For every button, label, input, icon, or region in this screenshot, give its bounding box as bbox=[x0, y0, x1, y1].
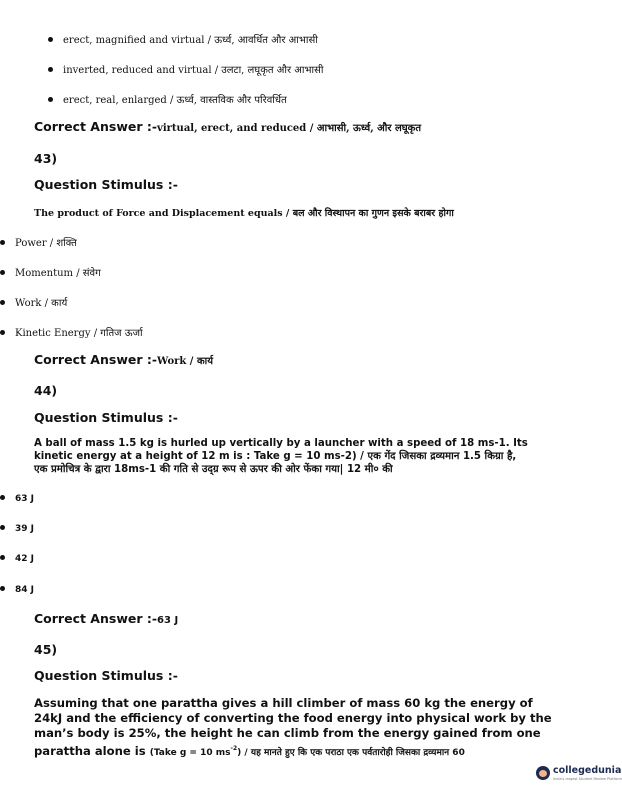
option-item: 63 J bbox=[0, 494, 34, 504]
bullet-icon bbox=[0, 330, 5, 335]
correct-answer: Correct Answer :-63 J bbox=[34, 611, 179, 626]
question-stimulus-label: Question Stimulus :- bbox=[34, 177, 178, 192]
bullet-icon bbox=[0, 525, 5, 530]
bullet-icon bbox=[0, 270, 5, 275]
bullet-icon bbox=[0, 300, 5, 305]
option-item: erect, magnified and virtual / ऊर्ध्व, आवर्धित और आभासी bbox=[48, 32, 318, 46]
mascot-icon bbox=[536, 766, 550, 780]
question-stimulus-label: Question Stimulus :- bbox=[34, 410, 178, 425]
option-item: Power / शक्ति bbox=[0, 235, 77, 249]
collegedunia-logo: collegedunia India's largest Student Review Platform bbox=[536, 762, 612, 788]
option-item: Kinetic Energy / गतिज ऊर्जा bbox=[0, 325, 143, 339]
question-stimulus-label: Question Stimulus :- bbox=[34, 668, 178, 683]
question-number: 45) bbox=[34, 642, 58, 657]
bullet-icon bbox=[0, 495, 5, 500]
correct-answer: Correct Answer :-Work / कार्य bbox=[34, 352, 214, 367]
bullet-icon bbox=[48, 67, 53, 72]
question-stimulus-line: Assuming that one parattha gives a hill climber of mass 60 kg the energy of bbox=[34, 696, 533, 710]
bullet-icon bbox=[0, 240, 5, 245]
option-item: 84 J bbox=[0, 585, 34, 595]
correct-answer: Correct Answer :-virtual, erect, and reduced / आभासी, ऊर्ध्व, और लघूकृत bbox=[34, 119, 422, 134]
question-stimulus-line: एक प्रमोचित्र के द्वारा 18ms-1 की गति से उद्ग्र रूप से ऊपर की ओर फेंका गया| 12 मी० की bbox=[34, 464, 393, 475]
question-number: 44) bbox=[34, 383, 58, 398]
question-stimulus-line: kinetic energy at a height of 12 m is : Take g = 10 ms-2) / एक गेंद जिसका द्रव्यमान 1.5 किग्रा है, bbox=[34, 451, 517, 462]
bullet-icon bbox=[0, 555, 5, 560]
option-item: inverted, reduced and virtual / उलटा, लघूकृत और आभासी bbox=[48, 62, 323, 76]
option-item: Work / कार्य bbox=[0, 295, 67, 309]
option-item: 42 J bbox=[0, 554, 34, 564]
question-stimulus-line: parattha alone is (Take g = 10 $ms^{-2}$) / यह मानते हुए कि एक पराठा एक पर्वतारोही जिसका द्रव्यमान 60 bbox=[34, 743, 465, 758]
bullet-icon bbox=[48, 37, 53, 42]
option-item: Momentum / संवेग bbox=[0, 265, 101, 279]
question-stimulus-line: 24kJ and the efficiency of converting the food energy into physical work by the bbox=[34, 711, 552, 725]
question-stimulus: The product of Force and Displacement equals / बल और विस्थापन का गुणन इसके बराबर होगा bbox=[34, 208, 454, 219]
question-stimulus-line: A ball of mass 1.5 kg is hurled up vertically by a launcher with a speed of 18 ms-1. Its bbox=[34, 438, 528, 449]
bullet-icon bbox=[48, 97, 53, 102]
question-number: 43) bbox=[34, 151, 58, 166]
bullet-icon bbox=[0, 586, 5, 591]
option-item: erect, real, enlarged / ऊर्ध्व, वास्तविक और परिवर्धित bbox=[48, 92, 287, 106]
option-item: 39 J bbox=[0, 524, 34, 534]
question-stimulus-line: man’s body is 25%, the height he can climb from the energy gained from one bbox=[34, 726, 541, 740]
